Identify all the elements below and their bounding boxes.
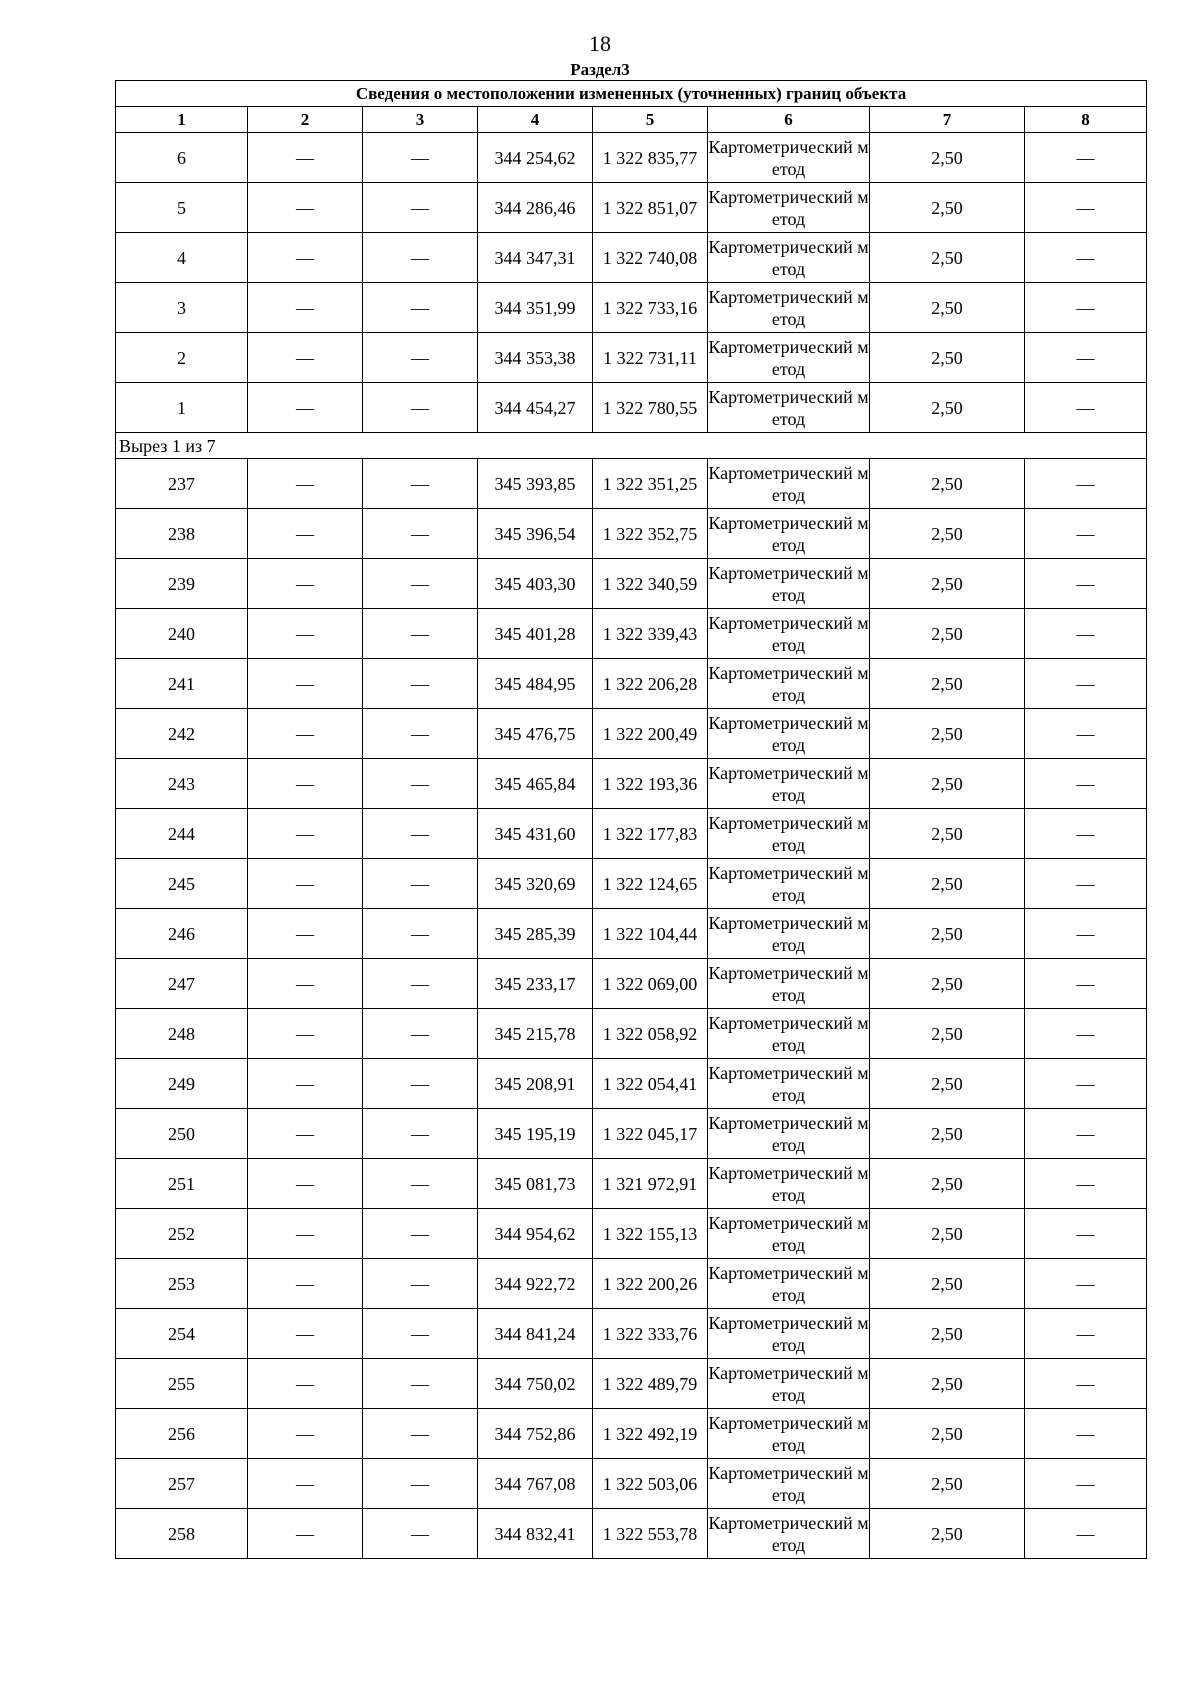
table-caption: Сведения о местоположении измененных (уточненных) границ объекта — [116, 81, 1147, 107]
empty-dash-cell: — — [363, 1059, 478, 1109]
empty-dash-cell: — — [363, 959, 478, 1009]
x-coordinate-cell: 344 347,31 — [478, 233, 593, 283]
y-coordinate-cell: 1 322 492,19 — [593, 1409, 708, 1459]
column-number: 6 — [708, 107, 870, 133]
empty-dash-cell: — — [248, 909, 363, 959]
method-cell: Картометрический метод — [708, 609, 870, 659]
cut-label: Вырез 1 из 7 — [116, 433, 1147, 459]
y-coordinate-cell: 1 322 124,65 — [593, 859, 708, 909]
table-row — [116, 1209, 1147, 1259]
empty-dash-cell: — — [1025, 183, 1147, 233]
empty-dash-cell: — — [1025, 1209, 1147, 1259]
x-coordinate-cell: 344 954,62 — [478, 1209, 593, 1259]
column-number: 1 — [116, 107, 248, 133]
empty-dash-cell: — — [248, 609, 363, 659]
table-row — [116, 1409, 1147, 1459]
accuracy-cell: 2,50 — [870, 333, 1025, 383]
empty-dash-cell: — — [1025, 233, 1147, 283]
accuracy-cell: 2,50 — [870, 1209, 1025, 1259]
empty-dash-cell: — — [363, 1159, 478, 1209]
point-number-cell: 249 — [116, 1059, 248, 1109]
column-number: 2 — [248, 107, 363, 133]
empty-dash-cell: — — [248, 283, 363, 333]
empty-dash-cell: — — [1025, 383, 1147, 433]
x-coordinate-cell: 345 215,78 — [478, 1009, 593, 1059]
point-number-cell: 240 — [116, 609, 248, 659]
accuracy-cell: 2,50 — [870, 1109, 1025, 1159]
accuracy-cell: 2,50 — [870, 959, 1025, 1009]
empty-dash-cell: — — [248, 1259, 363, 1309]
y-coordinate-cell: 1 322 489,79 — [593, 1359, 708, 1409]
column-number: 5 — [593, 107, 708, 133]
point-number-cell: 258 — [116, 1509, 248, 1559]
empty-dash-cell: — — [248, 809, 363, 859]
empty-dash-cell: — — [363, 1359, 478, 1409]
empty-dash-cell: — — [363, 183, 478, 233]
empty-dash-cell: — — [248, 1509, 363, 1559]
table-row — [116, 959, 1147, 1009]
empty-dash-cell: — — [363, 459, 478, 509]
x-coordinate-cell: 345 285,39 — [478, 909, 593, 959]
method-cell: Картометрический метод — [708, 383, 870, 433]
empty-dash-cell: — — [363, 509, 478, 559]
empty-dash-cell: — — [363, 1209, 478, 1259]
accuracy-cell: 2,50 — [870, 709, 1025, 759]
point-number-cell: 246 — [116, 909, 248, 959]
empty-dash-cell: — — [248, 759, 363, 809]
method-cell: Картометрический метод — [708, 1109, 870, 1159]
point-number-cell: 253 — [116, 1259, 248, 1309]
table-row — [116, 233, 1147, 283]
y-coordinate-cell: 1 321 972,91 — [593, 1159, 708, 1209]
empty-dash-cell: — — [248, 709, 363, 759]
empty-dash-cell: — — [363, 133, 478, 183]
empty-dash-cell: — — [248, 333, 363, 383]
y-coordinate-cell: 1 322 200,49 — [593, 709, 708, 759]
empty-dash-cell: — — [248, 1209, 363, 1259]
method-cell: Картометрический метод — [708, 1459, 870, 1509]
y-coordinate-cell: 1 322 352,75 — [593, 509, 708, 559]
table-row — [116, 1309, 1147, 1359]
y-coordinate-cell: 1 322 731,11 — [593, 333, 708, 383]
section-title: Раздел3 — [570, 60, 630, 79]
accuracy-cell: 2,50 — [870, 1159, 1025, 1209]
method-cell: Картометрический метод — [708, 659, 870, 709]
column-number: 7 — [870, 107, 1025, 133]
empty-dash-cell: — — [248, 1159, 363, 1209]
empty-dash-cell: — — [1025, 1409, 1147, 1459]
empty-dash-cell: — — [248, 383, 363, 433]
accuracy-cell: 2,50 — [870, 1509, 1025, 1559]
empty-dash-cell: — — [363, 1409, 478, 1459]
empty-dash-cell: — — [1025, 959, 1147, 1009]
empty-dash-cell: — — [363, 1259, 478, 1309]
y-coordinate-cell: 1 322 740,08 — [593, 233, 708, 283]
accuracy-cell: 2,50 — [870, 759, 1025, 809]
x-coordinate-cell: 344 832,41 — [478, 1509, 593, 1559]
point-number-cell: 238 — [116, 509, 248, 559]
empty-dash-cell: — — [248, 233, 363, 283]
empty-dash-cell: — — [1025, 1109, 1147, 1159]
x-coordinate-cell: 345 081,73 — [478, 1159, 593, 1209]
x-coordinate-cell: 344 351,99 — [478, 283, 593, 333]
empty-dash-cell: — — [1025, 1459, 1147, 1509]
accuracy-cell: 2,50 — [870, 1009, 1025, 1059]
point-number-cell: 2 — [116, 333, 248, 383]
point-number-cell: 1 — [116, 383, 248, 433]
empty-dash-cell: — — [363, 859, 478, 909]
y-coordinate-cell: 1 322 193,36 — [593, 759, 708, 809]
table-row — [116, 133, 1147, 183]
table-row — [116, 1109, 1147, 1159]
accuracy-cell: 2,50 — [870, 459, 1025, 509]
empty-dash-cell: — — [248, 1459, 363, 1509]
empty-dash-cell: — — [248, 1359, 363, 1409]
table-row — [116, 759, 1147, 809]
method-cell: Картометрический метод — [708, 1159, 870, 1209]
x-coordinate-cell: 345 233,17 — [478, 959, 593, 1009]
point-number-cell: 244 — [116, 809, 248, 859]
y-coordinate-cell: 1 322 045,17 — [593, 1109, 708, 1159]
method-cell: Картометрический метод — [708, 859, 870, 909]
y-coordinate-cell: 1 322 780,55 — [593, 383, 708, 433]
table-row — [116, 183, 1147, 233]
point-number-cell: 255 — [116, 1359, 248, 1409]
empty-dash-cell: — — [1025, 1359, 1147, 1409]
empty-dash-cell: — — [1025, 1309, 1147, 1359]
table-row — [116, 1009, 1147, 1059]
y-coordinate-cell: 1 322 503,06 — [593, 1459, 708, 1509]
table-row — [116, 659, 1147, 709]
method-cell: Картометрический метод — [708, 183, 870, 233]
y-coordinate-cell: 1 322 835,77 — [593, 133, 708, 183]
empty-dash-cell: — — [363, 283, 478, 333]
method-cell: Картометрический метод — [708, 959, 870, 1009]
x-coordinate-cell: 344 752,86 — [478, 1409, 593, 1459]
empty-dash-cell: — — [248, 1309, 363, 1359]
empty-dash-cell: — — [363, 659, 478, 709]
table-row — [116, 383, 1147, 433]
empty-dash-cell: — — [1025, 459, 1147, 509]
empty-dash-cell: — — [248, 459, 363, 509]
method-cell: Картометрический метод — [708, 1259, 870, 1309]
point-number-cell: 257 — [116, 1459, 248, 1509]
method-cell: Картометрический метод — [708, 1509, 870, 1559]
column-number: 8 — [1025, 107, 1147, 133]
accuracy-cell: 2,50 — [870, 1459, 1025, 1509]
y-coordinate-cell: 1 322 206,28 — [593, 659, 708, 709]
x-coordinate-cell: 344 922,72 — [478, 1259, 593, 1309]
x-coordinate-cell: 344 454,27 — [478, 383, 593, 433]
y-coordinate-cell: 1 322 054,41 — [593, 1059, 708, 1109]
accuracy-cell: 2,50 — [870, 183, 1025, 233]
x-coordinate-cell: 345 195,19 — [478, 1109, 593, 1159]
y-coordinate-cell: 1 322 553,78 — [593, 1509, 708, 1559]
table-row — [116, 859, 1147, 909]
accuracy-cell: 2,50 — [870, 1059, 1025, 1109]
accuracy-cell: 2,50 — [870, 559, 1025, 609]
accuracy-cell: 2,50 — [870, 859, 1025, 909]
y-coordinate-cell: 1 322 733,16 — [593, 283, 708, 333]
empty-dash-cell: — — [1025, 809, 1147, 859]
y-coordinate-cell: 1 322 155,13 — [593, 1209, 708, 1259]
accuracy-cell: 2,50 — [870, 233, 1025, 283]
point-number-cell: 245 — [116, 859, 248, 909]
accuracy-cell: 2,50 — [870, 659, 1025, 709]
point-number-cell: 254 — [116, 1309, 248, 1359]
empty-dash-cell: — — [248, 133, 363, 183]
empty-dash-cell: — — [248, 859, 363, 909]
empty-dash-cell: — — [1025, 283, 1147, 333]
column-number: 3 — [363, 107, 478, 133]
method-cell: Картометрический метод — [708, 1059, 870, 1109]
x-coordinate-cell: 344 286,46 — [478, 183, 593, 233]
x-coordinate-cell: 345 393,85 — [478, 459, 593, 509]
accuracy-cell: 2,50 — [870, 909, 1025, 959]
y-coordinate-cell: 1 322 333,76 — [593, 1309, 708, 1359]
empty-dash-cell: — — [248, 1109, 363, 1159]
empty-dash-cell: — — [1025, 1009, 1147, 1059]
y-coordinate-cell: 1 322 340,59 — [593, 559, 708, 609]
x-coordinate-cell: 345 465,84 — [478, 759, 593, 809]
method-cell: Картометрический метод — [708, 559, 870, 609]
point-number-cell: 251 — [116, 1159, 248, 1209]
empty-dash-cell: — — [248, 183, 363, 233]
empty-dash-cell: — — [363, 809, 478, 859]
table-row — [116, 509, 1147, 559]
empty-dash-cell: — — [248, 559, 363, 609]
empty-dash-cell: — — [248, 959, 363, 1009]
x-coordinate-cell: 344 767,08 — [478, 1459, 593, 1509]
empty-dash-cell: — — [1025, 1259, 1147, 1309]
table-row — [116, 1509, 1147, 1559]
empty-dash-cell: — — [248, 659, 363, 709]
y-coordinate-cell: 1 322 339,43 — [593, 609, 708, 659]
table-group-1 — [116, 133, 1147, 433]
table-row — [116, 559, 1147, 609]
cut-section — [116, 433, 1147, 459]
point-number-cell: 3 — [116, 283, 248, 333]
accuracy-cell: 2,50 — [870, 509, 1025, 559]
empty-dash-cell: — — [363, 1309, 478, 1359]
table-row — [116, 1359, 1147, 1409]
method-cell: Картометрический метод — [708, 809, 870, 859]
empty-dash-cell: — — [363, 759, 478, 809]
method-cell: Картометрический метод — [708, 1309, 870, 1359]
method-cell: Картометрический метод — [708, 709, 870, 759]
x-coordinate-cell: 345 484,95 — [478, 659, 593, 709]
method-cell: Картометрический метод — [708, 333, 870, 383]
empty-dash-cell: — — [248, 1059, 363, 1109]
method-cell: Картометрический метод — [708, 233, 870, 283]
empty-dash-cell: — — [1025, 609, 1147, 659]
accuracy-cell: 2,50 — [870, 1359, 1025, 1409]
empty-dash-cell: — — [1025, 509, 1147, 559]
table-group-2 — [116, 459, 1147, 1559]
x-coordinate-cell: 344 254,62 — [478, 133, 593, 183]
method-cell: Картометрический метод — [708, 1009, 870, 1059]
method-cell: Картометрический метод — [708, 1359, 870, 1409]
empty-dash-cell: — — [1025, 659, 1147, 709]
table-row — [116, 1059, 1147, 1109]
table-row — [116, 1259, 1147, 1309]
table-row — [116, 709, 1147, 759]
x-coordinate-cell: 345 396,54 — [478, 509, 593, 559]
empty-dash-cell: — — [248, 1009, 363, 1059]
method-cell: Картометрический метод — [708, 509, 870, 559]
empty-dash-cell: — — [1025, 559, 1147, 609]
point-number-cell: 248 — [116, 1009, 248, 1059]
y-coordinate-cell: 1 322 351,25 — [593, 459, 708, 509]
empty-dash-cell: — — [363, 1459, 478, 1509]
point-number-cell: 5 — [116, 183, 248, 233]
point-number-cell: 250 — [116, 1109, 248, 1159]
empty-dash-cell: — — [1025, 133, 1147, 183]
accuracy-cell: 2,50 — [870, 283, 1025, 333]
table-row — [116, 909, 1147, 959]
table-row — [116, 1459, 1147, 1509]
table-row — [116, 459, 1147, 509]
empty-dash-cell: — — [248, 1409, 363, 1459]
y-coordinate-cell: 1 322 851,07 — [593, 183, 708, 233]
x-coordinate-cell: 345 431,60 — [478, 809, 593, 859]
y-coordinate-cell: 1 322 069,00 — [593, 959, 708, 1009]
empty-dash-cell: — — [363, 1009, 478, 1059]
accuracy-cell: 2,50 — [870, 1259, 1025, 1309]
empty-dash-cell: — — [363, 383, 478, 433]
method-cell: Картометрический метод — [708, 759, 870, 809]
empty-dash-cell: — — [363, 709, 478, 759]
empty-dash-cell: — — [248, 509, 363, 559]
x-coordinate-cell: 344 353,38 — [478, 333, 593, 383]
table-row — [116, 1159, 1147, 1209]
x-coordinate-cell: 345 320,69 — [478, 859, 593, 909]
empty-dash-cell: — — [1025, 1159, 1147, 1209]
point-number-cell: 247 — [116, 959, 248, 1009]
y-coordinate-cell: 1 322 058,92 — [593, 1009, 708, 1059]
point-number-cell: 243 — [116, 759, 248, 809]
accuracy-cell: 2,50 — [870, 809, 1025, 859]
x-coordinate-cell: 344 841,24 — [478, 1309, 593, 1359]
empty-dash-cell: — — [1025, 1059, 1147, 1109]
empty-dash-cell: — — [363, 909, 478, 959]
table-row — [116, 283, 1147, 333]
point-number-cell: 237 — [116, 459, 248, 509]
column-number-row — [116, 107, 1147, 133]
accuracy-cell: 2,50 — [870, 133, 1025, 183]
point-number-cell: 242 — [116, 709, 248, 759]
empty-dash-cell: — — [1025, 333, 1147, 383]
x-coordinate-cell: 345 401,28 — [478, 609, 593, 659]
empty-dash-cell: — — [1025, 759, 1147, 809]
empty-dash-cell: — — [363, 1109, 478, 1159]
page-number: 18 — [589, 31, 611, 56]
method-cell: Картометрический метод — [708, 909, 870, 959]
accuracy-cell: 2,50 — [870, 609, 1025, 659]
x-coordinate-cell: 345 403,30 — [478, 559, 593, 609]
accuracy-cell: 2,50 — [870, 383, 1025, 433]
empty-dash-cell: — — [363, 1509, 478, 1559]
table-row — [116, 333, 1147, 383]
y-coordinate-cell: 1 322 104,44 — [593, 909, 708, 959]
y-coordinate-cell: 1 322 177,83 — [593, 809, 708, 859]
method-cell: Картометрический метод — [708, 1409, 870, 1459]
column-number: 4 — [478, 107, 593, 133]
point-number-cell: 4 — [116, 233, 248, 283]
table-row — [116, 609, 1147, 659]
empty-dash-cell: — — [363, 233, 478, 283]
empty-dash-cell: — — [1025, 1509, 1147, 1559]
method-cell: Картометрический метод — [708, 1209, 870, 1259]
x-coordinate-cell: 345 208,91 — [478, 1059, 593, 1109]
point-number-cell: 6 — [116, 133, 248, 183]
coordinates-table — [115, 80, 1147, 1559]
accuracy-cell: 2,50 — [870, 1309, 1025, 1359]
method-cell: Картометрический метод — [708, 283, 870, 333]
empty-dash-cell: — — [1025, 909, 1147, 959]
table-row — [116, 809, 1147, 859]
method-cell: Картометрический метод — [708, 133, 870, 183]
method-cell: Картометрический метод — [708, 459, 870, 509]
empty-dash-cell: — — [363, 609, 478, 659]
empty-dash-cell: — — [1025, 709, 1147, 759]
empty-dash-cell: — — [363, 559, 478, 609]
y-coordinate-cell: 1 322 200,26 — [593, 1259, 708, 1309]
empty-dash-cell: — — [363, 333, 478, 383]
point-number-cell: 256 — [116, 1409, 248, 1459]
x-coordinate-cell: 345 476,75 — [478, 709, 593, 759]
point-number-cell: 241 — [116, 659, 248, 709]
point-number-cell: 239 — [116, 559, 248, 609]
point-number-cell: 252 — [116, 1209, 248, 1259]
x-coordinate-cell: 344 750,02 — [478, 1359, 593, 1409]
accuracy-cell: 2,50 — [870, 1409, 1025, 1459]
empty-dash-cell: — — [1025, 859, 1147, 909]
